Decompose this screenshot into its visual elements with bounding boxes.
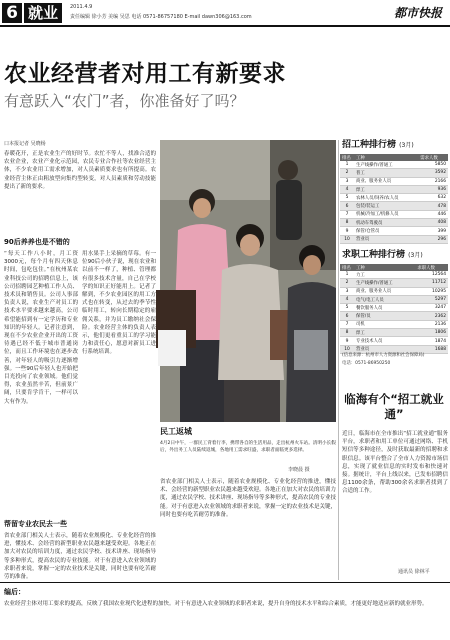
job-cell: 餐饮服务人员 — [354, 304, 415, 312]
job-cell: 力工 — [354, 271, 415, 279]
job-cell: 机械/冷加工/机修人员 — [354, 210, 418, 218]
table-header: 需求人数 — [418, 154, 448, 161]
job-cell: 司机 — [354, 320, 415, 328]
count-cell: 10295 — [415, 287, 448, 295]
table-row — [340, 235, 448, 243]
rank-cell: 6 — [340, 312, 354, 320]
table-row — [340, 202, 448, 210]
table-row — [340, 219, 448, 227]
count-cell: 296 — [418, 235, 448, 243]
table-header: 排名 — [340, 264, 354, 271]
table-row — [340, 169, 448, 177]
job-cell: 农林人员/饲养/农人员 — [354, 194, 418, 202]
photo-illustration — [160, 140, 336, 422]
photo-credit: 李晓晨 摄 — [288, 467, 310, 473]
job-ranking-title — [342, 250, 423, 261]
table-row — [340, 177, 448, 185]
rank-cell: 6 — [340, 202, 354, 210]
table-row — [340, 329, 448, 337]
table-row — [340, 161, 448, 169]
job-cell: 营业员 — [354, 235, 418, 243]
rank-cell: 4 — [340, 185, 354, 193]
table-row — [340, 271, 448, 279]
rank-cell: 3 — [340, 177, 354, 185]
column2-body: 近日，临海市在全市推出“招工就业通”服务平台，求职者和用工单位可通过网络、手机短信等多种途径，及时获取最新的招聘和求职信息。该平台整合了全市人力资源市场信息，实现了就业信息的实时发布和快速对接。据统计，平台上线以来，已发布招聘信息1100余条，帮助300余名求职者找到了合适的工作。 — [342, 431, 448, 495]
table-row — [340, 279, 448, 287]
rank-cell: 8 — [340, 329, 354, 337]
section-label: 就业 — [24, 3, 62, 23]
job-cell: 商业、服务业人员 — [354, 177, 418, 185]
count-cell: 12564 — [415, 271, 448, 279]
bottom-label: 编后： — [4, 588, 25, 596]
rank-cell: 7 — [340, 320, 354, 328]
rank-cell: 1 — [340, 161, 354, 169]
column-divider — [338, 140, 339, 580]
job-cell: 生产线操作/普通工 — [354, 161, 418, 169]
column2-headline: 临海有个“招工就业通” — [344, 392, 444, 421]
table-row — [340, 194, 448, 202]
count-cell: 5297 — [415, 295, 448, 303]
count-cell: 11712 — [415, 279, 448, 287]
count-cell: 2166 — [418, 177, 448, 185]
job-cell: 营业员 — [354, 345, 415, 353]
bottom-text: 农业经营主体对用工要求的提高，反映了我国农业现代化进程的加快。对于有意进入农业领域的求职者来说，提升自身的技术水平和综合素质，才能更好地适应新的就业形势。 — [4, 601, 428, 607]
paper-name: 都市快报 — [393, 6, 442, 20]
news-photo — [160, 140, 336, 422]
table-header: 工种 — [354, 154, 418, 161]
photo-caption-text: 4月2日中午，一群民工背着行李，携带各自的生活用品，走出杭州火车站。清明小长假后，外出务工人员陆续返城，各地用工需求旺盛，求职者面临更多选择。 — [160, 441, 336, 453]
rank-cell: 9 — [340, 227, 354, 235]
count-cell: 2136 — [415, 320, 448, 328]
body-column-2: 用水果手上采摘的草莓。有一位90后小伙子说，现在农业和以前不一样了，种植、管理都有很多技术含量，自己在学校学的知识正好能用上。记者了解到，不少农业园区的用工方式也在转变，从过去的季节性临时用工，转向长期稳定的雇佣关系，并为员工缴纳社会保险。农业经营主体的负责人表示，他们更看重员工的学习能力和责任心，愿意对新员工进行系统培训。 — [82, 251, 156, 356]
rank-cell: 2 — [340, 279, 354, 287]
body-column-3: 省农业部门相关人士表示，随着农业规模化、专业化经营的推进，懂技术、会经营的新型职业农民越来越受欢迎。各地正在加大对农民的培训力度，通过农民学校、技术讲座、现场指导等多种形式，提高农民的专业技能。对于有意进入农业领域的求职者来说，掌握一定的农业技术是关键，同时也要有吃苦耐劳的准备。 — [4, 533, 156, 581]
table-row — [340, 320, 448, 328]
intro-paragraph: 春暖花开，正是农业生产的好时节。农忙不等人，找准合适的农业企业，农业产业化示范园，农民专业合作社等农业经营主体，不少农业用工需求增加，对人员素质要求也有所提高。农业经营主体正由粗放型向集约型转变，对人员素质和劳动技能提出了新的要求。 — [4, 151, 156, 190]
rank-cell: 9 — [340, 337, 354, 345]
rank-cell: 4 — [340, 295, 354, 303]
table-header: 求职人数 — [415, 264, 448, 271]
job-cell: 普工 — [354, 169, 418, 177]
job-cell: 商业、服务业人员 — [354, 287, 415, 295]
rank-cell: 10 — [340, 235, 354, 243]
table-row — [340, 287, 448, 295]
kicker-1: 90后养养也是不错的 — [4, 238, 70, 246]
table-header: 排名 — [340, 154, 354, 161]
count-cell: 399 — [418, 227, 448, 235]
kicker-2: 帮留专业农民去一些 — [4, 520, 67, 528]
ranking-source: (信息来源：杭州市人力资源和社会保障局) — [342, 353, 425, 358]
editor-line: 责任编辑 徐小芳 美编 吴思 电话 0571-86757180 E-mail dawn306@163.com — [70, 14, 252, 20]
headline: 农业经营者对用工有新要求 — [4, 61, 286, 87]
count-cell: 5850 — [418, 161, 448, 169]
job-ranking-title-text: 求职工种排行榜 — [342, 250, 406, 260]
count-cell: 478 — [418, 202, 448, 210]
count-cell: 446 — [418, 210, 448, 218]
labor-ranking-title-text: 招工种排行榜 — [342, 140, 397, 150]
rank-cell: 5 — [340, 194, 354, 202]
job-cell: 焊工 — [354, 185, 418, 193]
ranking-contact: 电话：0571-86950250 — [342, 361, 391, 366]
header-rule — [0, 25, 450, 27]
table-row — [340, 304, 448, 312]
job-cell: 保管/仓管员 — [354, 227, 418, 235]
bottom-rule — [0, 582, 450, 583]
table-header: 工种 — [354, 264, 415, 271]
count-cell: 1688 — [415, 345, 448, 353]
column2-credit: 通讯员 徐林平 — [398, 569, 430, 575]
labor-ranking-table — [340, 154, 448, 244]
photo-caption-title: 民工返城 — [160, 427, 192, 436]
job-ranking-period: (3月) — [408, 252, 423, 259]
rank-cell: 8 — [340, 219, 354, 227]
job-cell: 专业技术人员 — [354, 337, 415, 345]
byline: 口本报记者 吴晓杨 — [4, 141, 46, 147]
count-cell: 936 — [418, 185, 448, 193]
job-cell: 电气/电工人员 — [354, 295, 415, 303]
table-row — [340, 295, 448, 303]
rank-cell: 7 — [340, 210, 354, 218]
labor-ranking-title — [342, 140, 414, 151]
rank-cell: 5 — [340, 304, 354, 312]
rank-cell: 10 — [340, 345, 354, 353]
table-row — [340, 337, 448, 345]
count-cell: 408 — [418, 219, 448, 227]
count-cell: 3247 — [415, 304, 448, 312]
table-row — [340, 185, 448, 193]
table-row — [340, 210, 448, 218]
count-cell: 632 — [418, 194, 448, 202]
count-cell: 2362 — [415, 312, 448, 320]
body-column-4: 省农业部门相关人士表示，随着农业规模化、专业化经营的推进，懂技术、会经营的新型职业农民越来越受欢迎。各地正在加大对农民的培训力度，通过农民学校、技术讲座、现场指导等多种形式，提高农民的专业技能。对于有意进入农业领域的求职者来说，掌握一定的农业技术是关键，同时也要有吃苦耐劳的准备。 — [160, 479, 337, 518]
job-cell: 机动车驾驶员 — [354, 219, 418, 227]
rank-cell: 2 — [340, 169, 354, 177]
job-cell: 包装/装运工 — [354, 202, 418, 210]
rank-cell: 1 — [340, 271, 354, 279]
count-cell: 3592 — [418, 169, 448, 177]
table-row — [340, 312, 448, 320]
page-number: 6 — [2, 3, 22, 23]
subhead: 有意跃入“农门”者，你准备好了吗？ — [4, 92, 245, 110]
body-column-1: “每天工作八小时，月工资3000元，每个月有四天休息时间，包吃包住。”在杭州某农业科技公司的招聘信息上，该公司招聘园艺种植工作人员、技术员和销售员。公司人事部负责人说，农业生产对员工的技术水平要求越来越高，公司希望能招到有一定学历和专业知识的年轻人。记者注意到，现在不少农业企业开出的工资待遇已经不低于城市普通岗位，而且工作环境也在逐步改善，对年轻人的吸引力逐渐增强。一些90后年轻人也开始把目光投向了农业领域。他们觉得，农业虽然辛苦，但前景广阔，只要肯学肯干，一样可以大有作为。 — [4, 251, 78, 405]
job-ranking-table — [340, 264, 448, 354]
job-cell: 生产线操作/普通工 — [354, 279, 415, 287]
date-line: 2011.4.9 — [70, 4, 93, 10]
labor-ranking-period: (3月) — [399, 142, 414, 149]
job-cell: 焊工 — [354, 329, 415, 337]
table-row — [340, 227, 448, 235]
rank-cell: 3 — [340, 287, 354, 295]
job-cell: 保管/员 — [354, 312, 415, 320]
count-cell: 1806 — [415, 329, 448, 337]
count-cell: 1874 — [415, 337, 448, 345]
